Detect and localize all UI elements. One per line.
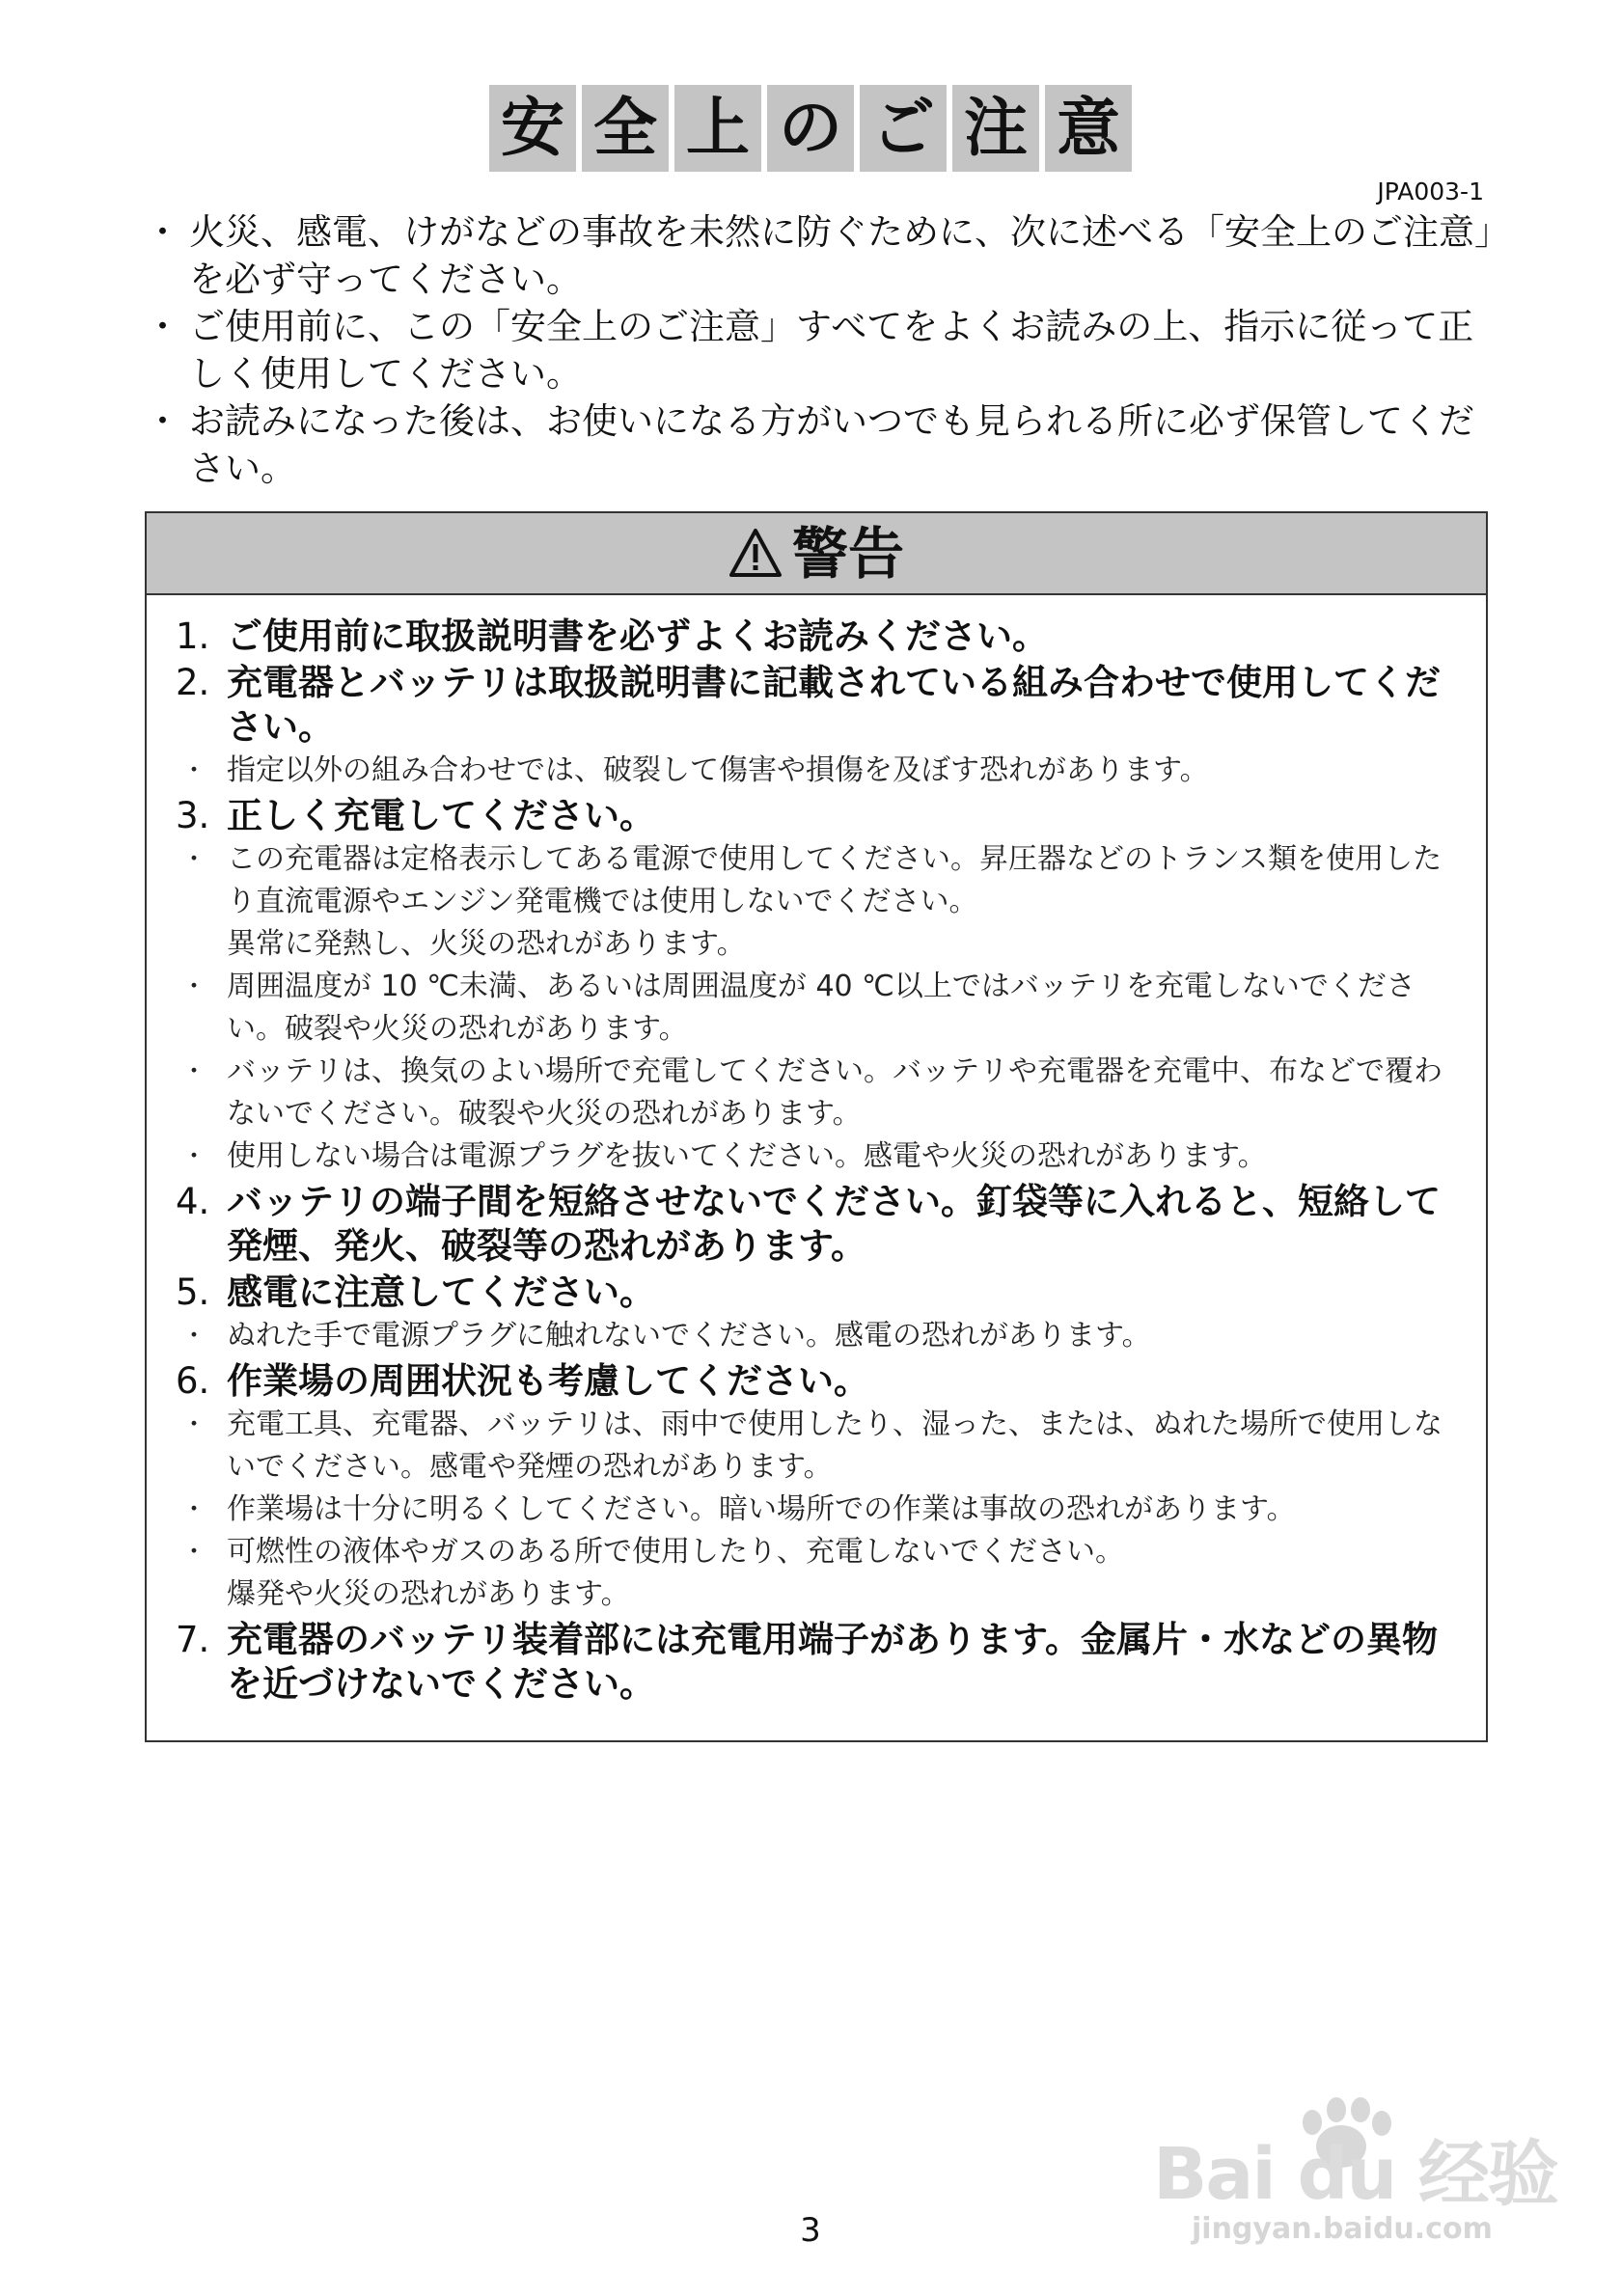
warning-item-text: バッテリの端子間を短絡させないでください。釘袋等に入れると、短絡して発煙、発火、破裂等の恐れがあります。 [227, 1181, 1441, 1267]
intro-item: ・ お読みになった後は、お使いになる方がいつでも見られる所に必ず保管してください。 [145, 397, 1496, 492]
warning-item-number: 7. [176, 1619, 210, 1660]
intro-item: ・ 火災、感電、けがなどの事故を未然に防ぐために、次に述べる「安全上のご注意」を必ず守ってください。 [145, 208, 1496, 303]
title-char: 注 [952, 85, 1039, 172]
warning-item-number: 1. [176, 615, 210, 657]
title-char: の [767, 85, 854, 172]
warning-item-text: 充電器のバッテリ装着部には充電用端子があります。金属片・水などの異物を近づけないでください。 [227, 1619, 1439, 1705]
warning-triangle-icon [728, 527, 783, 581]
warning-item-text: 正しく充電してください。 [227, 795, 655, 836]
warning-body [147, 595, 1486, 1707]
warning-item [176, 615, 1447, 659]
warning-sub-item: ・ 作業場は十分に明るくしてください。暗い場所での作業は事故の恐れがあります。 [176, 1489, 1447, 1531]
watermark-url: jingyan.baidu.com [1192, 2212, 1493, 2246]
title-char: 上 [674, 85, 761, 172]
warning-item [176, 1271, 1447, 1315]
intro-item: ・ ご使用前に、この「安全上のご注意」すべてをよくお読みの上、指示に従って正しく使用してください。 [145, 303, 1496, 397]
warning-item [176, 794, 1447, 838]
warning-item-number: 2. [176, 662, 210, 703]
intro-list [145, 208, 1496, 492]
warning-item [176, 1180, 1447, 1269]
warning-sub-item: ・ 可燃性の液体やガスのある所で使用したり、充電しないでください。 爆発や火災の恐れがあります。 [176, 1531, 1447, 1616]
warning-sub-item: ・ ぬれた手で電源プラグに触れないでください。感電の恐れがあります。 [176, 1315, 1447, 1357]
warning-item-number: 3. [176, 795, 210, 836]
warning-item [176, 1359, 1447, 1404]
page-number: 3 [800, 2211, 821, 2250]
warning-sub-item: ・ 使用しない場合は電源プラグを抜いてください。感電や火災の恐れがあります。 [176, 1135, 1447, 1178]
warning-item-text: 感電に注意してください。 [227, 1271, 655, 1313]
warning-item [176, 661, 1447, 750]
warning-item-number: 5. [176, 1271, 210, 1313]
title-char: 安 [489, 85, 576, 172]
watermark-brand: Bai du 经验 [1153, 2133, 1557, 2216]
document-code: JPA003-1 [1377, 178, 1484, 205]
warning-sub-item: ・ 充電工具、充電器、バッテリは、雨中で使用したり、湿った、または、ぬれた場所で使用しないでください。感電や発煙の恐れがあります。 [176, 1404, 1447, 1489]
warning-box [145, 511, 1488, 1742]
warning-sub-item: ・ 周囲温度が 10 ℃未満、あるいは周囲温度が 40 ℃以上ではバッテリを充電しないでください。破裂や火災の恐れがあります。 [176, 966, 1447, 1051]
title-char: 全 [582, 85, 669, 172]
page-title [0, 85, 1621, 172]
warning-sub-item: ・ 指定以外の組み合わせでは、破裂して傷害や損傷を及ぼす恐れがあります。 [176, 750, 1447, 792]
warning-item-text: 充電器とバッテリは取扱説明書に記載されている組み合わせで使用してください。 [227, 662, 1441, 748]
warning-item-text: ご使用前に取扱説明書を必ずよくお読みください。 [227, 615, 1048, 657]
warning-item-number: 6. [176, 1360, 210, 1402]
warning-item [176, 1618, 1447, 1707]
warning-item-number: 4. [176, 1181, 210, 1222]
warning-header [147, 513, 1486, 595]
warning-sub-item: ・ この充電器は定格表示してある電源で使用してください。昇圧器などのトランス類を使用したり直流電源やエンジン発電機では使用しないでください。 異常に発熱し、火災の恐れがあります。 [176, 838, 1447, 966]
warning-title: 警告 [791, 520, 904, 587]
title-char: ご [860, 85, 947, 172]
warning-sub-item: ・ バッテリは、換気のよい場所で充電してください。バッテリや充電器を充電中、布などで覆わないでください。破裂や火災の恐れがあります。 [176, 1051, 1447, 1135]
title-char: 意 [1045, 85, 1132, 172]
warning-item-text: 作業場の周囲状況も考慮してください。 [227, 1360, 869, 1402]
